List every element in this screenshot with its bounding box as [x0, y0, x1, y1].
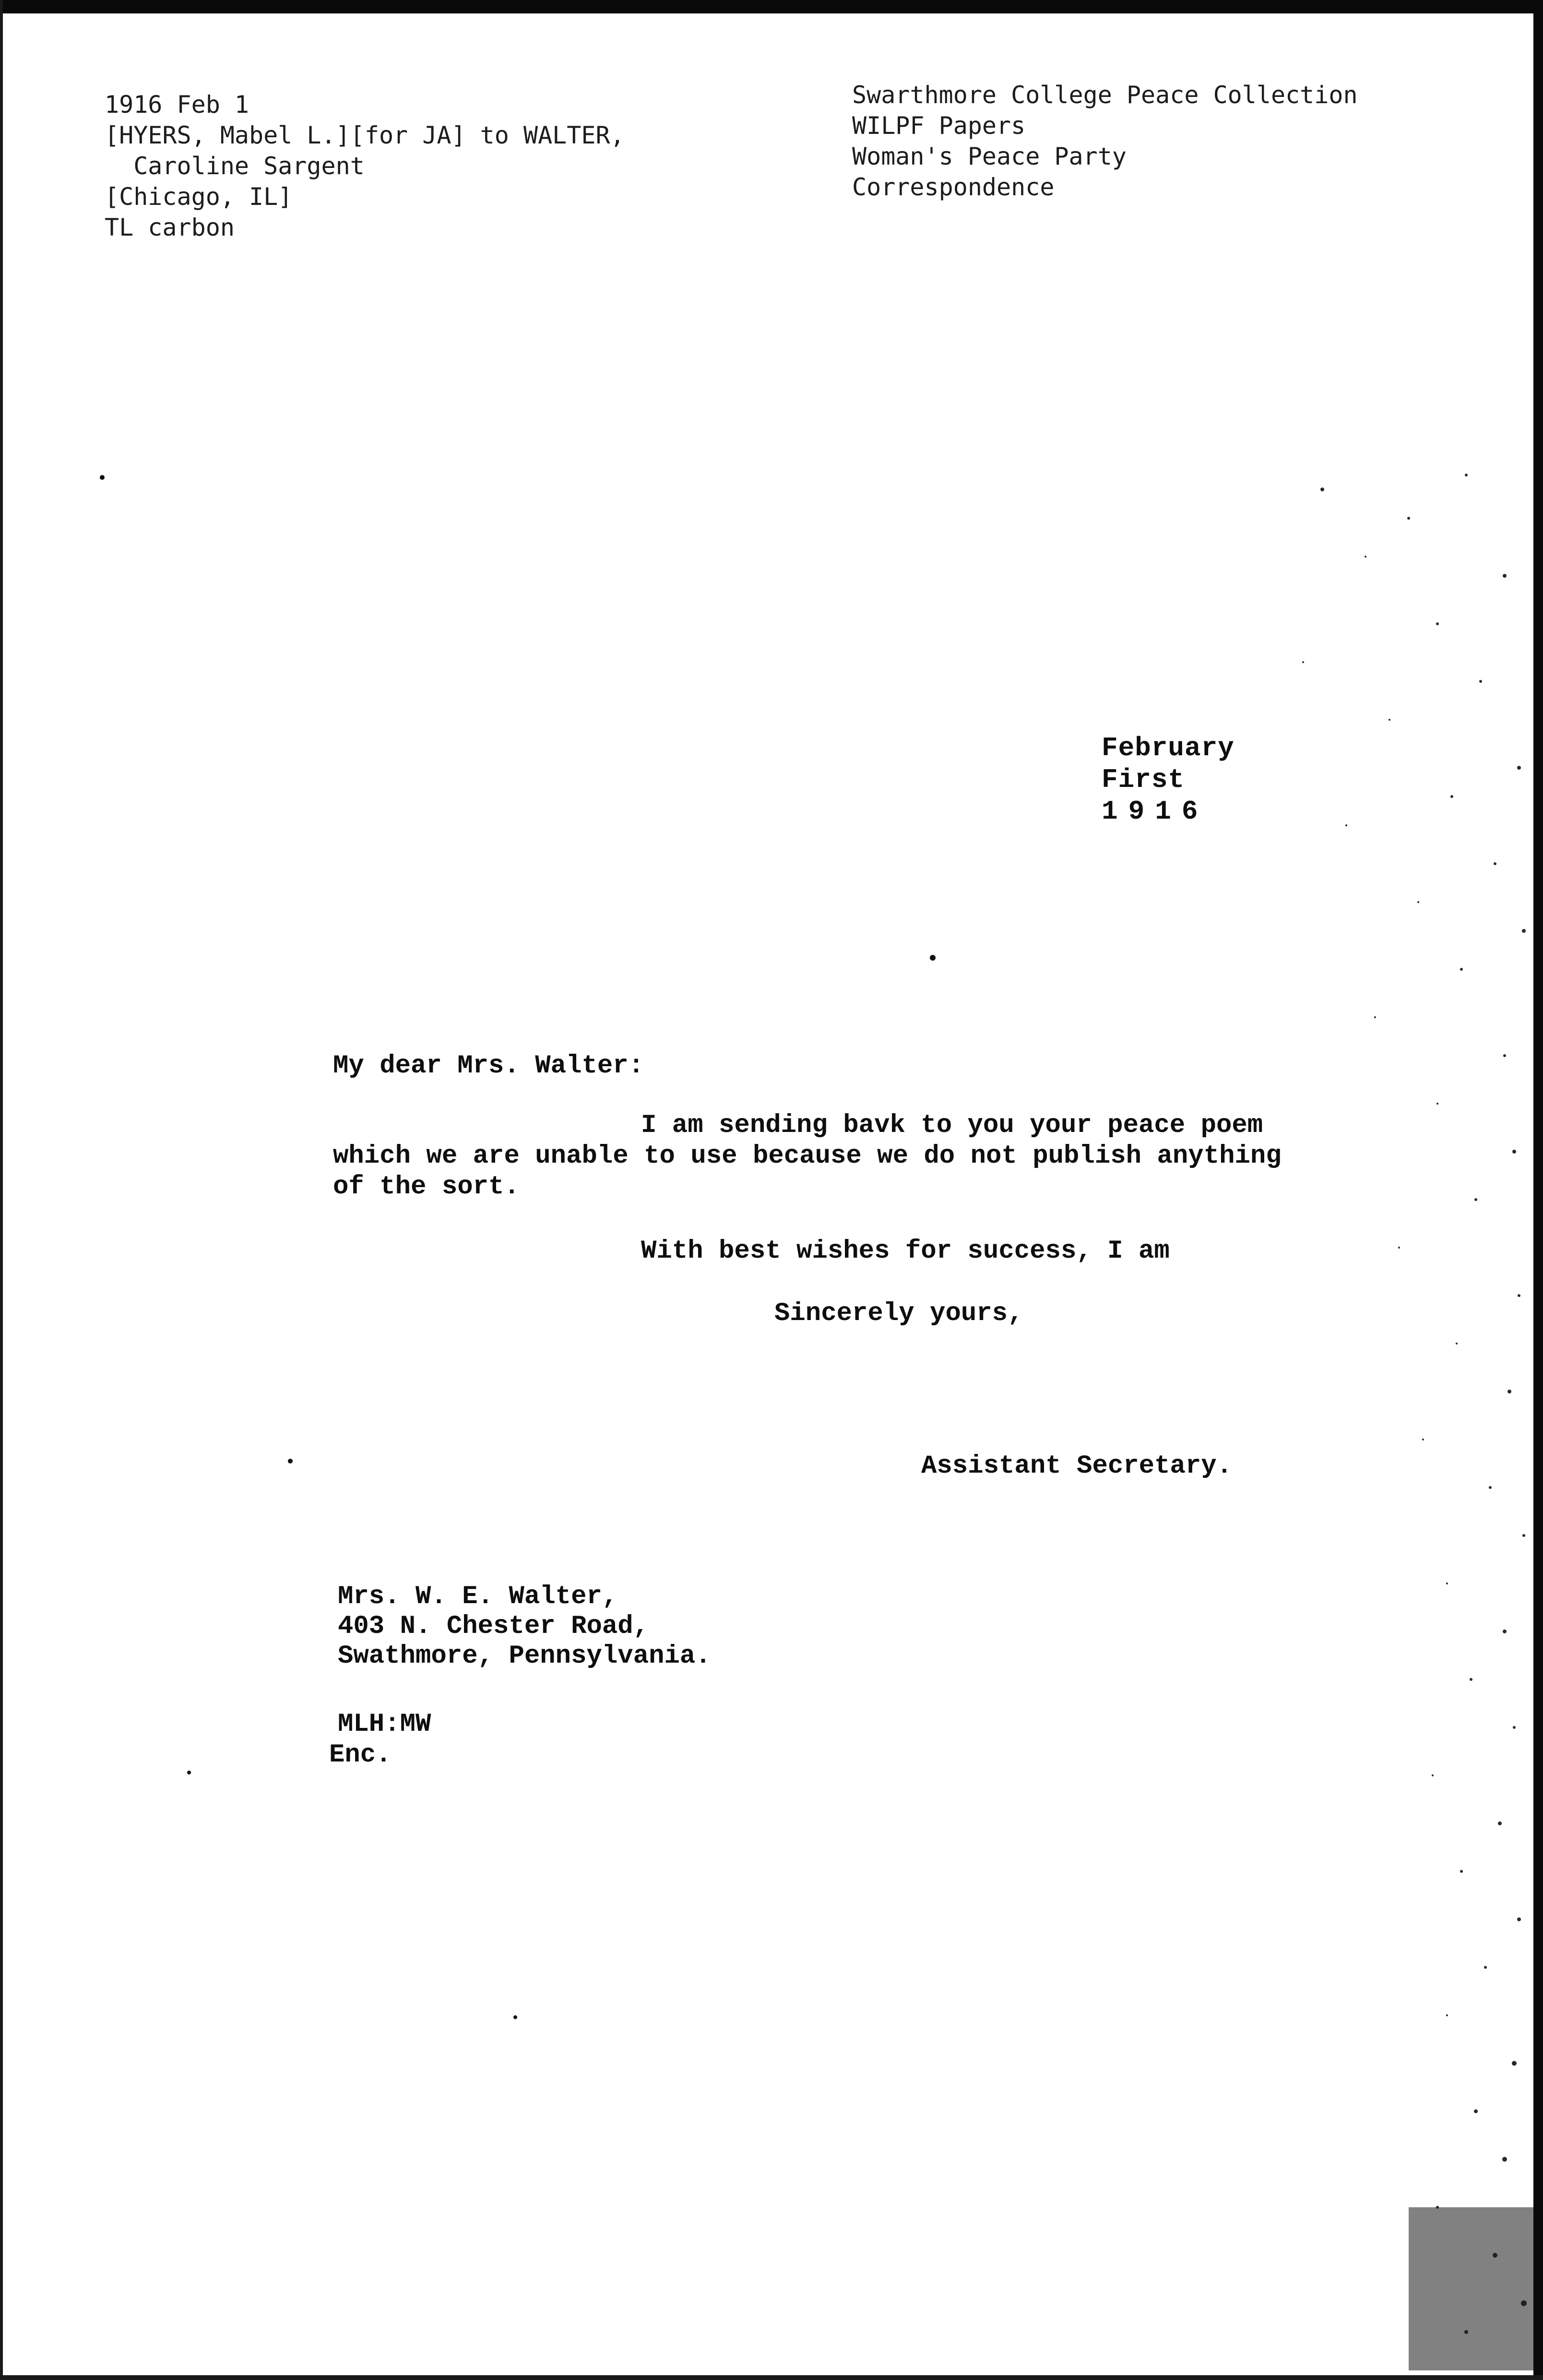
scan-border-top	[0, 0, 1543, 13]
archive-category: Correspondence	[852, 173, 1055, 201]
closing: Sincerely yours,	[774, 1299, 1023, 1328]
date-year: 1916	[1102, 796, 1209, 827]
body-line-3: of the sort.	[333, 1172, 520, 1202]
address-street: 403 N. Chester Road,	[338, 1612, 649, 1641]
scan-border-right	[1533, 0, 1543, 2380]
archive-place: [Chicago, IL]	[105, 183, 293, 211]
reference-initials: MLH:MW	[338, 1710, 431, 1739]
address-name: Mrs. W. E. Walter,	[338, 1582, 618, 1611]
speck	[187, 1771, 191, 1774]
speck	[100, 475, 105, 480]
archive-series: WILPF Papers	[852, 112, 1026, 140]
enclosure-note: Enc.	[329, 1740, 392, 1770]
closing-intro: With best wishes for success, I am	[641, 1237, 1170, 1266]
archive-author-recipient: [HYERS, Mabel L.][for JA] to WALTER,	[105, 121, 625, 149]
archive-collection: Swarthmore College Peace Collection	[852, 81, 1358, 109]
speck	[288, 1459, 293, 1464]
speck	[930, 955, 936, 961]
salutation: My dear Mrs. Walter:	[333, 1051, 644, 1081]
signature-title: Assistant Secretary.	[921, 1452, 1233, 1481]
body-line-1: I am sending bavk to you your peace poem	[641, 1111, 1263, 1140]
date-month: February	[1102, 733, 1234, 763]
archive-date: 1916 Feb 1	[105, 91, 249, 119]
archive-recipient-name: Caroline Sargent	[105, 152, 365, 180]
scan-border-bottom	[0, 2375, 1543, 2380]
scan-noise-right	[1265, 432, 1533, 2370]
scan-border-left	[0, 0, 3, 2380]
archive-format: TL carbon	[105, 214, 235, 241]
archive-subseries: Woman's Peace Party	[852, 143, 1127, 170]
address-city: Swathmore, Pennsylvania.	[338, 1642, 711, 1671]
date-day: First	[1102, 764, 1185, 795]
body-line-2: which we are unable to use because we do not publish anything	[333, 1142, 1282, 1171]
speck	[513, 2015, 517, 2019]
